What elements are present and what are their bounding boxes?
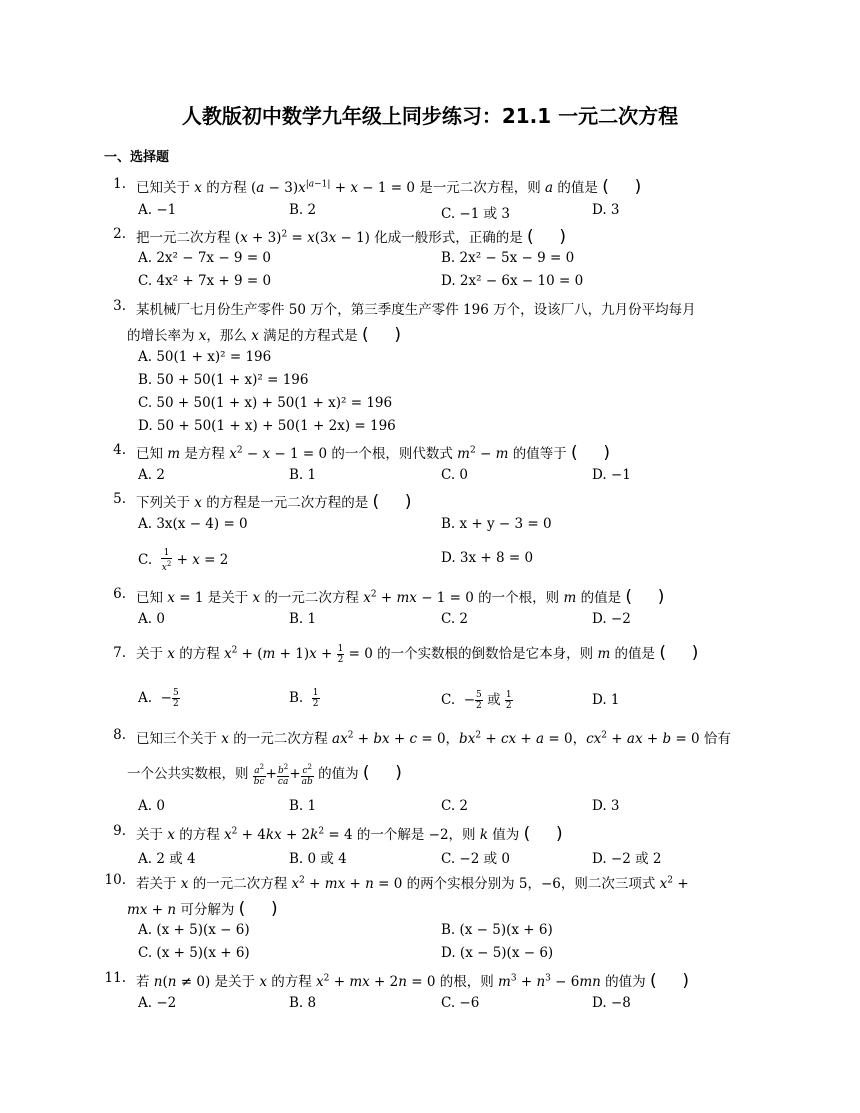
option-a: A. 50(1 + x)² = 196 xyxy=(138,349,272,365)
question-number: 8. xyxy=(113,727,126,743)
option-a: A. −2 xyxy=(138,995,177,1011)
question-number: 6. xyxy=(113,586,126,602)
option-d: D. 1 xyxy=(592,692,620,708)
question-number: 11. xyxy=(104,970,126,986)
option-a: A. − $\frac{5}{2}$ xyxy=(138,688,179,709)
question-text-line2: mx + n 可分解为 ( ) xyxy=(127,899,278,919)
option-c: C. −2 或 0 xyxy=(441,851,511,867)
option-d: D. −8 xyxy=(592,995,631,1011)
question-text: 已知 m 是方程 $x^2 - x - 1 = 0$ 的一个根，则代数式 $m^2 - m$ 的值等于 ( ) xyxy=(136,443,611,463)
section-heading: 一、选择题 xyxy=(104,150,170,165)
option-d: D. 3 xyxy=(592,798,620,814)
question-text: 把一元二次方程 $(x + 3)^2 = x(3x - 1)$ 化成一般形式，正确的是 ( ) xyxy=(136,227,567,247)
option-d: D. −2 xyxy=(592,611,631,627)
question-text: 若 n(n ≠ 0) 是关于 x 的方程 $x^2$ + mx + 2n = 0 的根，则 $m^3 + n^3 - 6mn$ 的值为 ( ) xyxy=(136,971,689,991)
question-number: 7. xyxy=(113,645,126,661)
option-a: A. −1 xyxy=(138,202,177,218)
option-c: C. 2 xyxy=(441,798,469,814)
option-b: B. 2x² − 5x − 9 = 0 xyxy=(441,250,575,266)
option-d: D. −2 或 2 xyxy=(592,851,662,867)
option-d: D. −1 xyxy=(592,467,631,483)
option-c: C. (x + 5)(x + 6) xyxy=(138,945,250,961)
question-number: 2. xyxy=(113,226,126,242)
question-text: 已知关于 x 的方程 $(a - 3)x^{|a-1|} + x - 1 = 0$ 是一元二次方程，则 a 的值是 ( ) xyxy=(136,177,642,197)
question-text-line2: 的增长率为 x，那么 x 满足的方程式是 ( ) xyxy=(127,325,401,345)
option-c: C. 50 + 50(1 + x) + 50(1 + x)² = 196 xyxy=(138,395,393,411)
option-b: B. 1 xyxy=(289,467,317,483)
question-number: 3. xyxy=(113,298,126,314)
question-number: 10. xyxy=(104,872,126,888)
question-text: 下列关于 x 的方程是一元二次方程的是 ( ) xyxy=(136,492,412,512)
option-d: D. 3 xyxy=(592,202,620,218)
question-text-line1: 若关于 x 的一元二次方程 $x^2$ + mx + n = 0 的两个实根分别为 5，−6，则二次三项式 $x^2$ + xyxy=(136,875,689,892)
option-b: B. 50 + 50(1 + x)² = 196 xyxy=(138,372,309,388)
option-d: D. (x − 5)(x − 6) xyxy=(441,945,554,961)
option-c: C. $\frac{1}{x^2}$ + x = 2 xyxy=(138,548,229,573)
question-text-line1: 已知三个关于 x 的一元二次方程 $ax^2$ + bx + c = 0，$bx^2$ + cx + a = 0，$cx^2$ + ax + b = 0 恰有 xyxy=(136,730,731,747)
option-a: A. 2 xyxy=(138,467,165,483)
document-title: 人教版初中数学九年级上同步练习：21.1 一元二次方程 xyxy=(181,104,679,128)
question-number: 1. xyxy=(113,176,126,192)
option-a: A. (x + 5)(x − 6) xyxy=(138,922,250,938)
option-c: C. 0 xyxy=(441,467,469,483)
option-d: D. 50 + 50(1 + x) + 50(1 + 2x) = 196 xyxy=(138,418,396,434)
option-a: A. 2 或 4 xyxy=(138,851,196,867)
option-b: B. x + y − 3 = 0 xyxy=(441,516,552,532)
question-text: 已知 x = 1 是关于 x 的一元二次方程 $x^2$ + mx − 1 = 0 的一个根，则 m 的值是 ( ) xyxy=(136,587,665,607)
option-b: B. (x − 5)(x + 6) xyxy=(441,922,553,938)
option-a: A. 0 xyxy=(138,798,165,814)
option-c: C. −6 xyxy=(441,995,480,1011)
option-c: C. − $\frac{5}{2}$ 或 $\frac{1}{2}$ xyxy=(441,690,512,711)
question-text: 关于 x 的方程 $x^2 + (m + 1)x$ + $\frac{1}{2}$ = 0 的一个实数根的倒数恰是它本身，则 m 的值是 ( ) xyxy=(136,643,699,665)
option-d: D. 2x² − 6x − 10 = 0 xyxy=(441,273,584,289)
option-c: C. 4x² + 7x + 9 = 0 xyxy=(138,273,272,289)
question-number: 4. xyxy=(113,442,126,458)
option-b: B. 1 xyxy=(289,611,317,627)
option-c: C. 2 xyxy=(441,611,469,627)
option-a: A. 0 xyxy=(138,611,165,627)
question-number: 5. xyxy=(113,491,126,507)
question-number: 9. xyxy=(113,823,126,839)
question-text: 关于 x 的方程 $x^2 + 4kx + 2k^2 = 4$ 的一个解是 −2，则 k 值为 ( ) xyxy=(136,824,563,844)
option-a: A. 3x(x − 4) = 0 xyxy=(138,516,248,532)
option-b: B. 2 xyxy=(289,202,317,218)
option-b: B. 0 或 4 xyxy=(289,851,347,867)
question-text-line1: 某机械厂七月份生产零件 50 万个，第三季度生产零件 196 万个，设该厂八，九月份平均每月 xyxy=(136,302,696,318)
option-a: A. 2x² − 7x − 9 = 0 xyxy=(138,250,272,266)
option-d: D. 3x + 8 = 0 xyxy=(441,550,534,566)
option-b: B. 8 xyxy=(289,995,317,1011)
option-b: B. $\frac{1}{2}$ xyxy=(289,688,319,709)
option-c: C. −1 或 3 xyxy=(441,206,511,222)
option-b: B. 1 xyxy=(289,798,317,814)
question-text-line2: 一个公共实数根，则 $\frac{a^2}{bc}$ + $\frac{b^2}{ca}$ + $\frac{c^2}{ab}$ 的值为 ( ) xyxy=(127,763,402,787)
